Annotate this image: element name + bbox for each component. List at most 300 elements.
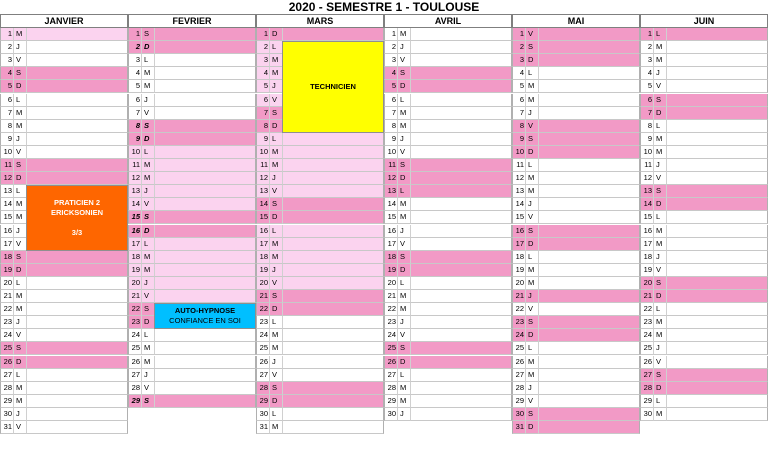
day-slot[interactable] (154, 211, 256, 224)
day-letter: M (525, 94, 538, 107)
day-slot[interactable] (282, 211, 384, 224)
day-slot[interactable] (538, 159, 640, 172)
day-number: 4 (384, 67, 397, 80)
day-slot[interactable] (410, 408, 512, 421)
day-slot[interactable] (154, 356, 256, 369)
day-slot[interactable] (538, 329, 640, 342)
day-slot[interactable] (666, 369, 768, 382)
day-letter: V (269, 94, 282, 107)
day-number: 5 (512, 80, 525, 93)
day-slot[interactable] (26, 356, 128, 369)
day-slot[interactable] (154, 198, 256, 211)
day-number: 21 (0, 290, 13, 303)
day-letter: D (269, 303, 282, 316)
day-slot[interactable] (538, 316, 640, 329)
day-slot[interactable] (26, 172, 128, 185)
day-slot[interactable] (410, 290, 512, 303)
day-slot[interactable] (26, 264, 128, 277)
day-number: 21 (128, 290, 141, 303)
day-letter: M (13, 107, 26, 120)
day-letter: L (269, 316, 282, 329)
day-slot[interactable] (410, 264, 512, 277)
day-number: 2 (640, 41, 653, 54)
day-slot[interactable] (282, 251, 384, 264)
day-slot[interactable] (666, 120, 768, 133)
day-number: 4 (128, 67, 141, 80)
event-technicien[interactable] (282, 41, 384, 133)
day-slot[interactable] (26, 54, 128, 67)
day-slot[interactable] (666, 41, 768, 54)
day-slot[interactable] (538, 172, 640, 185)
day-number: 8 (384, 120, 397, 133)
day-slot[interactable] (26, 251, 128, 264)
day-letter: M (397, 28, 410, 41)
day-letter: J (397, 225, 410, 238)
day-slot[interactable] (154, 382, 256, 395)
day-number: 1 (256, 28, 269, 41)
day-letter: M (141, 172, 154, 185)
day-slot[interactable] (666, 133, 768, 146)
day-letter: V (13, 329, 26, 342)
day-number: 10 (256, 146, 269, 159)
day-letter: J (13, 316, 26, 329)
day-slot[interactable] (666, 408, 768, 421)
day-slot[interactable] (538, 133, 640, 146)
day-letter: M (13, 382, 26, 395)
day-number: 7 (640, 107, 653, 120)
day-slot[interactable] (410, 41, 512, 54)
day-letter: M (269, 146, 282, 159)
day-slot[interactable] (154, 54, 256, 67)
day-number: 19 (128, 264, 141, 277)
day-slot[interactable] (538, 67, 640, 80)
day-slot[interactable] (154, 329, 256, 342)
day-slot[interactable] (538, 120, 640, 133)
day-slot[interactable] (26, 382, 128, 395)
day-slot[interactable] (410, 329, 512, 342)
day-slot[interactable] (282, 185, 384, 198)
day-number: 12 (384, 172, 397, 185)
day-number: 27 (256, 369, 269, 382)
day-slot[interactable] (282, 395, 384, 408)
day-slot[interactable] (538, 94, 640, 107)
day-slot[interactable] (410, 120, 512, 133)
day-number: 18 (512, 251, 525, 264)
day-slot[interactable] (666, 67, 768, 80)
day-number: 12 (128, 172, 141, 185)
day-slot[interactable] (410, 316, 512, 329)
day-letter: M (269, 251, 282, 264)
day-slot[interactable] (410, 107, 512, 120)
day-number: 4 (512, 67, 525, 80)
day-slot[interactable] (410, 395, 512, 408)
day-number: 25 (640, 342, 653, 355)
day-slot[interactable] (666, 342, 768, 355)
day-letter: M (269, 421, 282, 434)
day-slot[interactable] (154, 159, 256, 172)
day-slot[interactable] (282, 303, 384, 316)
day-slot[interactable] (410, 211, 512, 224)
event-praticien[interactable] (26, 185, 128, 251)
day-slot[interactable] (154, 80, 256, 93)
day-number: 20 (640, 277, 653, 290)
day-slot[interactable] (154, 369, 256, 382)
event-autohypnose[interactable] (154, 303, 256, 329)
day-slot[interactable] (410, 369, 512, 382)
day-letter: V (525, 395, 538, 408)
day-slot[interactable] (282, 225, 384, 238)
day-slot[interactable] (26, 303, 128, 316)
day-letter: M (397, 198, 410, 211)
day-letter: L (397, 94, 410, 107)
day-letter: S (141, 28, 154, 41)
day-number: 17 (640, 238, 653, 251)
day-letter: M (141, 251, 154, 264)
day-slot[interactable] (26, 133, 128, 146)
day-slot[interactable] (154, 120, 256, 133)
day-slot[interactable] (666, 146, 768, 159)
day-slot[interactable] (410, 67, 512, 80)
day-slot[interactable] (410, 198, 512, 211)
day-slot[interactable] (282, 342, 384, 355)
day-slot[interactable] (410, 303, 512, 316)
day-slot[interactable] (538, 211, 640, 224)
day-slot[interactable] (538, 107, 640, 120)
day-letter: M (397, 290, 410, 303)
day-slot[interactable] (410, 185, 512, 198)
day-slot[interactable] (26, 329, 128, 342)
day-slot[interactable] (410, 28, 512, 41)
day-number: 23 (384, 316, 397, 329)
day-slot[interactable] (538, 185, 640, 198)
day-slot[interactable] (410, 238, 512, 251)
day-slot[interactable] (26, 277, 128, 290)
day-slot[interactable] (666, 303, 768, 316)
day-slot[interactable] (26, 159, 128, 172)
day-number: 29 (256, 395, 269, 408)
day-letter: L (525, 67, 538, 80)
day-slot[interactable] (282, 356, 384, 369)
day-slot[interactable] (666, 251, 768, 264)
day-letter: D (269, 120, 282, 133)
month-header: JANVIER (0, 14, 128, 28)
day-slot[interactable] (410, 225, 512, 238)
day-number: 28 (256, 382, 269, 395)
day-number: 27 (0, 369, 13, 382)
day-slot[interactable] (666, 80, 768, 93)
day-slot[interactable] (410, 133, 512, 146)
day-number: 11 (0, 159, 13, 172)
day-slot[interactable] (154, 238, 256, 251)
day-letter: V (141, 198, 154, 211)
day-slot[interactable] (154, 94, 256, 107)
day-number: 25 (0, 342, 13, 355)
day-slot[interactable] (282, 146, 384, 159)
day-slot[interactable] (26, 28, 128, 41)
day-number: 26 (256, 356, 269, 369)
day-slot[interactable] (538, 28, 640, 41)
day-slot[interactable] (666, 198, 768, 211)
day-letter: D (525, 238, 538, 251)
day-slot[interactable] (154, 172, 256, 185)
day-slot[interactable] (538, 251, 640, 264)
day-letter: M (397, 211, 410, 224)
day-slot[interactable] (282, 382, 384, 395)
day-slot[interactable] (154, 277, 256, 290)
day-letter: S (525, 408, 538, 421)
day-number: 20 (128, 277, 141, 290)
day-slot[interactable] (26, 107, 128, 120)
day-letter: J (13, 133, 26, 146)
day-letter: J (141, 369, 154, 382)
day-letter: L (653, 395, 666, 408)
day-letter: L (141, 238, 154, 251)
day-slot[interactable] (282, 238, 384, 251)
day-slot[interactable] (282, 172, 384, 185)
day-slot[interactable] (666, 94, 768, 107)
day-slot[interactable] (666, 107, 768, 120)
day-slot[interactable] (538, 146, 640, 159)
day-letter: M (141, 67, 154, 80)
day-number: 6 (640, 94, 653, 107)
day-number: 16 (640, 225, 653, 238)
day-slot[interactable] (666, 238, 768, 251)
day-letter: D (397, 356, 410, 369)
day-slot[interactable] (154, 290, 256, 303)
day-slot[interactable] (538, 342, 640, 355)
day-slot[interactable] (26, 290, 128, 303)
day-slot[interactable] (666, 356, 768, 369)
day-slot[interactable] (538, 369, 640, 382)
day-slot[interactable] (666, 225, 768, 238)
day-letter: D (141, 133, 154, 146)
day-number: 13 (128, 185, 141, 198)
day-letter: M (525, 80, 538, 93)
day-slot[interactable] (666, 277, 768, 290)
day-slot[interactable] (282, 408, 384, 421)
day-slot[interactable] (538, 41, 640, 54)
day-letter: M (397, 107, 410, 120)
day-letter: L (269, 225, 282, 238)
day-letter: S (653, 277, 666, 290)
day-letter: J (397, 316, 410, 329)
day-letter: S (269, 107, 282, 120)
day-letter: M (269, 329, 282, 342)
day-slot[interactable] (410, 277, 512, 290)
month-header: MAI (512, 14, 640, 28)
day-letter: J (653, 342, 666, 355)
day-letter: L (141, 329, 154, 342)
day-slot[interactable] (26, 421, 128, 434)
day-slot[interactable] (538, 54, 640, 67)
day-number: 2 (0, 41, 13, 54)
day-slot[interactable] (538, 356, 640, 369)
day-letter: J (653, 159, 666, 172)
day-letter: M (141, 80, 154, 93)
day-slot[interactable] (666, 395, 768, 408)
day-slot[interactable] (282, 329, 384, 342)
month-header: AVRIL (384, 14, 512, 28)
day-number: 15 (512, 211, 525, 224)
event-label: PRATICIEN 2 (53, 197, 101, 207)
day-number: 28 (128, 382, 141, 395)
day-slot[interactable] (154, 342, 256, 355)
day-slot[interactable] (154, 133, 256, 146)
day-slot[interactable] (154, 41, 256, 54)
day-letter: S (141, 211, 154, 224)
day-letter: L (13, 277, 26, 290)
day-number: 8 (128, 120, 141, 133)
day-letter: J (525, 107, 538, 120)
day-number: 30 (256, 408, 269, 421)
day-number: 19 (512, 264, 525, 277)
day-slot[interactable] (410, 356, 512, 369)
day-letter: M (525, 172, 538, 185)
day-number: 14 (640, 198, 653, 211)
day-slot[interactable] (154, 225, 256, 238)
day-slot[interactable] (282, 290, 384, 303)
day-slot[interactable] (26, 94, 128, 107)
day-slot[interactable] (538, 198, 640, 211)
day-slot[interactable] (666, 264, 768, 277)
day-slot[interactable] (26, 395, 128, 408)
day-slot[interactable] (410, 172, 512, 185)
day-slot[interactable] (538, 395, 640, 408)
day-letter: S (525, 41, 538, 54)
day-letter: M (13, 211, 26, 224)
day-number: 19 (384, 264, 397, 277)
day-slot[interactable] (666, 172, 768, 185)
day-slot[interactable] (666, 211, 768, 224)
day-slot[interactable] (410, 54, 512, 67)
day-letter: L (269, 41, 282, 54)
day-slot[interactable] (538, 225, 640, 238)
day-slot[interactable] (538, 290, 640, 303)
day-slot[interactable] (538, 421, 640, 434)
day-slot[interactable] (154, 185, 256, 198)
day-letter: L (141, 54, 154, 67)
day-letter: D (653, 290, 666, 303)
day-slot[interactable] (538, 238, 640, 251)
day-slot[interactable] (538, 382, 640, 395)
day-letter: J (13, 41, 26, 54)
day-slot[interactable] (538, 80, 640, 93)
day-slot[interactable] (26, 120, 128, 133)
day-slot[interactable] (282, 198, 384, 211)
day-slot[interactable] (282, 316, 384, 329)
day-slot[interactable] (538, 303, 640, 316)
day-slot[interactable] (26, 369, 128, 382)
day-slot[interactable] (154, 28, 256, 41)
day-slot[interactable] (26, 146, 128, 159)
day-slot[interactable] (154, 251, 256, 264)
day-slot[interactable] (26, 41, 128, 54)
day-slot[interactable] (666, 316, 768, 329)
day-letter: L (653, 120, 666, 133)
day-letter: M (13, 303, 26, 316)
day-number: 3 (640, 54, 653, 67)
day-letter: V (141, 290, 154, 303)
day-number: 11 (640, 159, 653, 172)
day-letter: S (525, 133, 538, 146)
day-slot[interactable] (666, 54, 768, 67)
day-slot[interactable] (410, 382, 512, 395)
day-slot[interactable] (282, 28, 384, 41)
day-letter: D (269, 28, 282, 41)
day-slot[interactable] (538, 264, 640, 277)
day-slot[interactable] (666, 329, 768, 342)
day-number: 3 (128, 54, 141, 67)
day-slot[interactable] (666, 185, 768, 198)
day-number: 14 (128, 198, 141, 211)
day-slot[interactable] (154, 395, 256, 408)
day-letter: D (653, 107, 666, 120)
day-number: 6 (128, 94, 141, 107)
day-letter: M (13, 395, 26, 408)
day-slot[interactable] (410, 146, 512, 159)
day-number: 15 (640, 211, 653, 224)
day-slot[interactable] (282, 133, 384, 146)
day-slot[interactable] (154, 264, 256, 277)
day-letter: L (13, 94, 26, 107)
day-slot[interactable] (26, 316, 128, 329)
day-slot[interactable] (282, 277, 384, 290)
day-slot[interactable] (26, 342, 128, 355)
day-slot[interactable] (282, 264, 384, 277)
day-number: 17 (0, 238, 13, 251)
day-letter: M (141, 342, 154, 355)
day-slot[interactable] (538, 408, 640, 421)
day-letter: M (525, 277, 538, 290)
day-slot[interactable] (410, 251, 512, 264)
day-letter: J (141, 185, 154, 198)
day-slot[interactable] (26, 80, 128, 93)
day-slot[interactable] (666, 159, 768, 172)
day-slot[interactable] (410, 94, 512, 107)
day-slot[interactable] (26, 67, 128, 80)
day-number: 25 (512, 342, 525, 355)
day-number: 30 (640, 408, 653, 421)
day-slot[interactable] (410, 342, 512, 355)
day-number: 14 (0, 198, 13, 211)
day-letter: S (13, 67, 26, 80)
day-letter: V (397, 329, 410, 342)
day-slot[interactable] (538, 277, 640, 290)
day-slot[interactable] (154, 67, 256, 80)
day-slot[interactable] (666, 28, 768, 41)
day-letter: S (141, 303, 154, 316)
day-slot[interactable] (154, 107, 256, 120)
day-slot[interactable] (282, 369, 384, 382)
day-slot[interactable] (282, 421, 384, 434)
day-letter: D (653, 382, 666, 395)
day-slot[interactable] (410, 159, 512, 172)
day-number: 18 (256, 251, 269, 264)
day-slot[interactable] (26, 408, 128, 421)
day-slot[interactable] (410, 80, 512, 93)
day-letter: L (397, 369, 410, 382)
day-number: 22 (512, 303, 525, 316)
day-number: 1 (0, 28, 13, 41)
day-letter: V (653, 356, 666, 369)
day-slot[interactable] (282, 159, 384, 172)
day-slot[interactable] (666, 382, 768, 395)
day-slot[interactable] (154, 146, 256, 159)
day-number: 16 (0, 225, 13, 238)
day-letter: M (141, 159, 154, 172)
day-number: 31 (256, 421, 269, 434)
day-slot[interactable] (666, 290, 768, 303)
